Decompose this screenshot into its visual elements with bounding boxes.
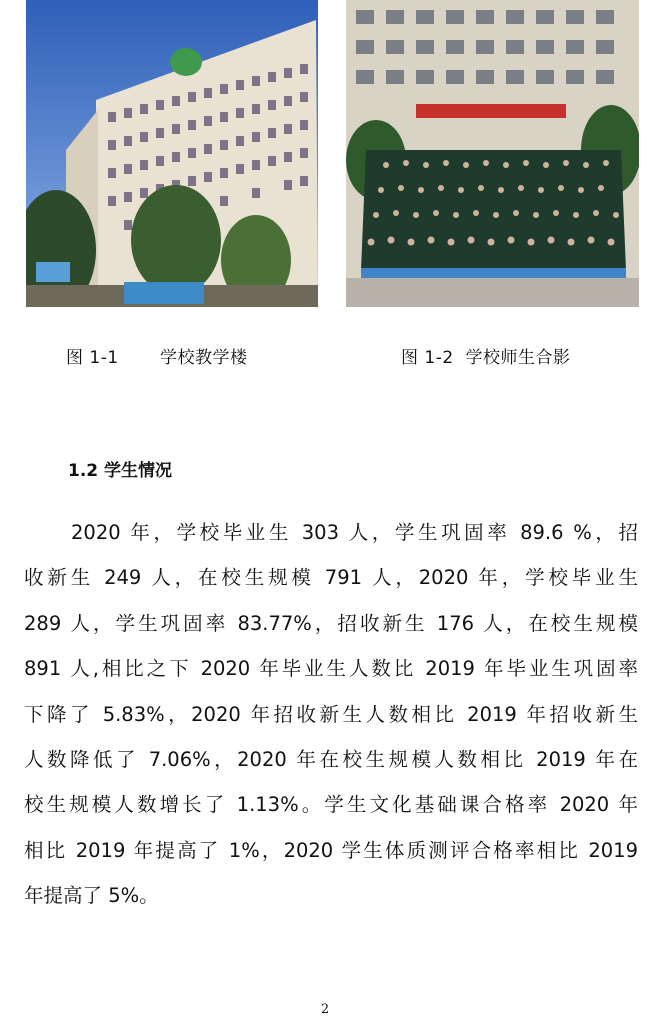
body-line: 年提高了 5%。 [24,884,159,908]
figure-caption-2: 图 1-2 学校师生合影 [401,348,571,368]
group-photo [346,0,639,307]
body-line: 校生规模人数增长了 1.13%。学生文化基础课合格率 2020 年 [24,793,638,817]
school-building-photo [26,0,318,307]
body-line: 下降了 5.83%，2020 年招收新生人数相比 2019 年招收新生 [24,702,638,726]
body-line: 相比 2019 年提高了 1%，2020 学生体质测评合格率相比 2019 [24,838,638,862]
section-body [24,510,638,919]
body-line: 891 人,相比之下 2020 年毕业生人数比 2019 年毕业生巩固率 [24,657,638,681]
body-line: 2020 年，学校毕业生 303 人，学生巩固率 89.6 %，招 [71,521,638,544]
body-line: 289 人，学生巩固率 83.77%，招收新生 176 人，在校生规模 [24,611,638,635]
body-line: 人数降低了 7.06%，2020 年在校生规模人数相比 2019 年在 [24,748,638,772]
page-number: 2 [320,1002,330,1017]
figure-caption-1: 图 1-1 学校教学楼 [66,348,248,368]
body-line: 收新生 249 人，在校生规模 791 人，2020 年，学校毕业生 [24,566,638,590]
section-heading: 1.2 学生情况 [68,461,173,481]
